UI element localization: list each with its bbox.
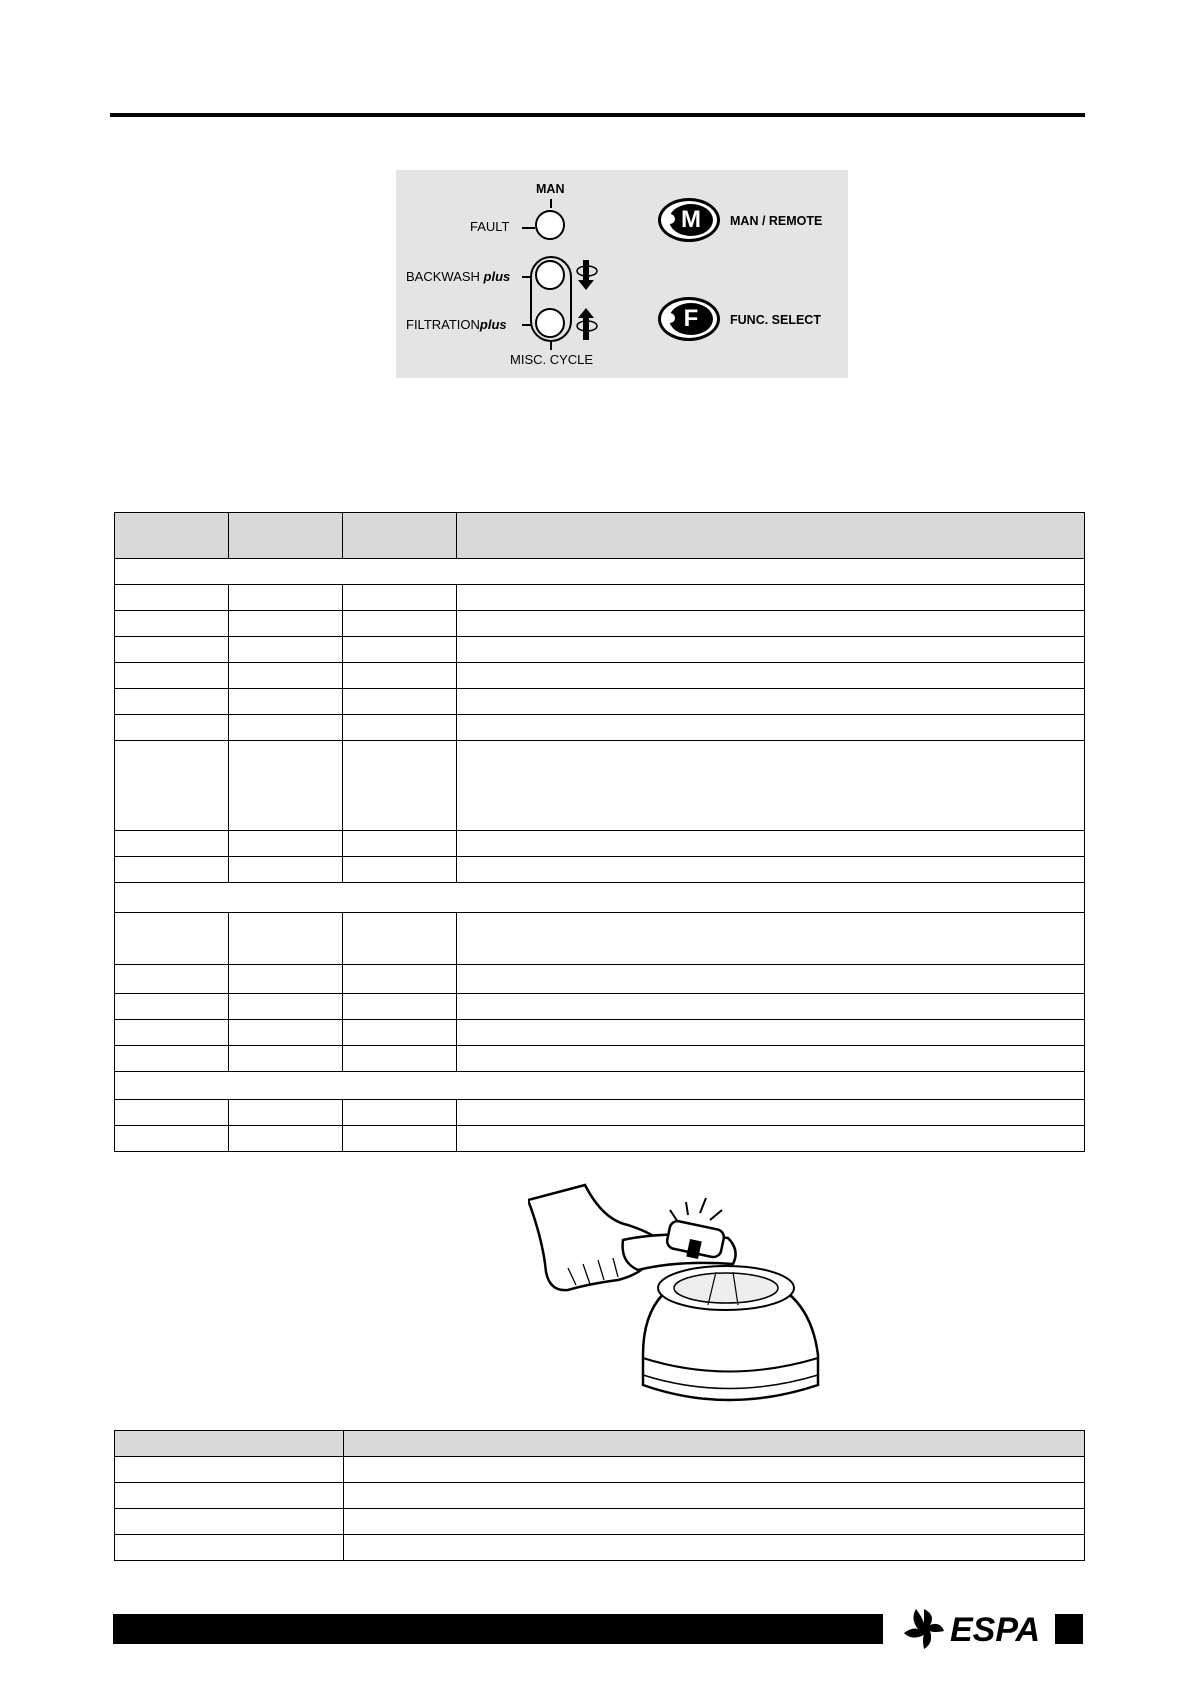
man-remote-key[interactable] [658, 198, 720, 242]
arrow-down-rotate-icon [572, 258, 602, 294]
main-table [114, 512, 1085, 1152]
header-cell [457, 513, 1085, 559]
table-cell [457, 741, 1085, 831]
table-cell [343, 741, 457, 831]
table-row [115, 637, 1085, 663]
key-f-indicator [665, 313, 675, 323]
table-cell [115, 689, 229, 715]
table-cell [115, 1483, 344, 1509]
espa-logo [900, 1605, 1050, 1653]
table-cell [343, 1046, 457, 1072]
table-cell [457, 965, 1085, 994]
table-cell [115, 965, 229, 994]
table-cell [229, 1126, 343, 1152]
backwash-label: BACKWASH plus [406, 269, 511, 284]
table-row [115, 1046, 1085, 1072]
table-cell [343, 689, 457, 715]
misc-cycle-label: MISC. CYCLE [510, 352, 594, 367]
backwash-led [535, 260, 565, 290]
table-cell [115, 1509, 344, 1535]
header-cell [115, 513, 229, 559]
man-tick [550, 199, 552, 208]
table-cell [229, 689, 343, 715]
table-row [115, 1126, 1085, 1152]
table-cell [115, 663, 229, 689]
section-title [115, 559, 1085, 585]
table-row [115, 741, 1085, 831]
table-cell [457, 637, 1085, 663]
filtration-led [535, 308, 565, 338]
table-cell [457, 994, 1085, 1020]
section-row [115, 559, 1085, 585]
table-row [115, 611, 1085, 637]
footer-bar [113, 1614, 883, 1644]
table-cell [457, 1100, 1085, 1126]
header-cell [115, 1431, 344, 1457]
section-title [115, 883, 1085, 913]
table-cell [343, 1126, 457, 1152]
man-label: MAN [536, 182, 565, 196]
table-cell [229, 1020, 343, 1046]
top-rule [110, 113, 1085, 117]
table-cell [457, 611, 1085, 637]
man-fault-led [535, 210, 565, 240]
table-cell [344, 1457, 1085, 1483]
table-cell [344, 1483, 1085, 1509]
misc-cycle-tick [550, 341, 552, 350]
table-cell [343, 585, 457, 611]
table-cell [115, 994, 229, 1020]
table-cell [343, 831, 457, 857]
table-cell [115, 1020, 229, 1046]
table-cell [229, 715, 343, 741]
table-cell [344, 1535, 1085, 1561]
table-cell [229, 637, 343, 663]
espa-swirl-logo-icon [904, 1609, 944, 1649]
table-cell [229, 913, 343, 965]
table-cell [115, 1535, 344, 1561]
header-cell [344, 1431, 1085, 1457]
table-row [115, 857, 1085, 883]
table-cell [457, 1020, 1085, 1046]
hand-pressing-button-on-dome-icon [528, 1180, 828, 1415]
table-cell [115, 715, 229, 741]
backwash-tick [522, 276, 532, 278]
table-cell [343, 637, 457, 663]
table-row [115, 831, 1085, 857]
table-row [115, 1457, 1085, 1483]
table-row [115, 1483, 1085, 1509]
filtration-tick [522, 324, 532, 326]
table-row [115, 663, 1085, 689]
table-cell [115, 857, 229, 883]
table-cell [343, 857, 457, 883]
table-cell [343, 913, 457, 965]
table-cell [457, 715, 1085, 741]
key-m-indicator [665, 214, 675, 224]
table-row [115, 715, 1085, 741]
table-cell [343, 1100, 457, 1126]
section-row [115, 1072, 1085, 1100]
header-cell [343, 513, 457, 559]
table-row [115, 1535, 1085, 1561]
table-cell [115, 741, 229, 831]
table-cell [344, 1509, 1085, 1535]
fault-tick [522, 227, 535, 229]
key-m-glyph: M [669, 204, 713, 236]
table-row [115, 689, 1085, 715]
func-select-key[interactable] [658, 297, 720, 341]
table-cell [343, 994, 457, 1020]
table-cell [457, 831, 1085, 857]
table-cell [343, 965, 457, 994]
table-cell [229, 1046, 343, 1072]
filtration-label: FILTRATIONplus [406, 317, 507, 332]
header-cell [229, 513, 343, 559]
table-cell [457, 1046, 1085, 1072]
table-cell [457, 857, 1085, 883]
brand-name: ESPA [950, 1611, 1041, 1649]
key-f-glyph: F [669, 303, 713, 335]
section-title [115, 1072, 1085, 1100]
table-cell [115, 913, 229, 965]
table-cell [343, 663, 457, 689]
table-cell [229, 663, 343, 689]
table-cell [229, 857, 343, 883]
footer-page-box [1055, 1614, 1083, 1644]
small-table [114, 1430, 1085, 1561]
table-cell [457, 1126, 1085, 1152]
table-cell [229, 965, 343, 994]
table-cell [115, 585, 229, 611]
table-cell [457, 663, 1085, 689]
table-cell [229, 741, 343, 831]
section-row [115, 883, 1085, 913]
control-panel [396, 170, 848, 378]
table-row [115, 1100, 1085, 1126]
table-cell [229, 611, 343, 637]
small-table-header [115, 1431, 1085, 1457]
table-row [115, 913, 1085, 965]
table-cell [229, 1100, 343, 1126]
fault-label: FAULT [470, 219, 510, 234]
main-table-header [115, 513, 1085, 559]
table-cell [229, 994, 343, 1020]
table-cell [229, 831, 343, 857]
table-cell [457, 585, 1085, 611]
table-row [115, 1020, 1085, 1046]
table-cell [115, 1100, 229, 1126]
table-cell [115, 637, 229, 663]
table-cell [115, 1046, 229, 1072]
table-row [115, 965, 1085, 994]
table-cell [343, 715, 457, 741]
table-row [115, 994, 1085, 1020]
table-cell [457, 913, 1085, 965]
man-remote-label: MAN / REMOTE [730, 214, 823, 228]
table-cell [229, 585, 343, 611]
table-cell [457, 689, 1085, 715]
table-cell [115, 1126, 229, 1152]
func-select-label: FUNC. SELECT [730, 313, 821, 327]
table-cell [115, 1457, 344, 1483]
table-cell [343, 611, 457, 637]
table-cell [115, 611, 229, 637]
table-row [115, 1509, 1085, 1535]
table-row [115, 585, 1085, 611]
table-cell [343, 1020, 457, 1046]
table-cell [115, 831, 229, 857]
arrow-up-rotate-icon [572, 306, 602, 342]
